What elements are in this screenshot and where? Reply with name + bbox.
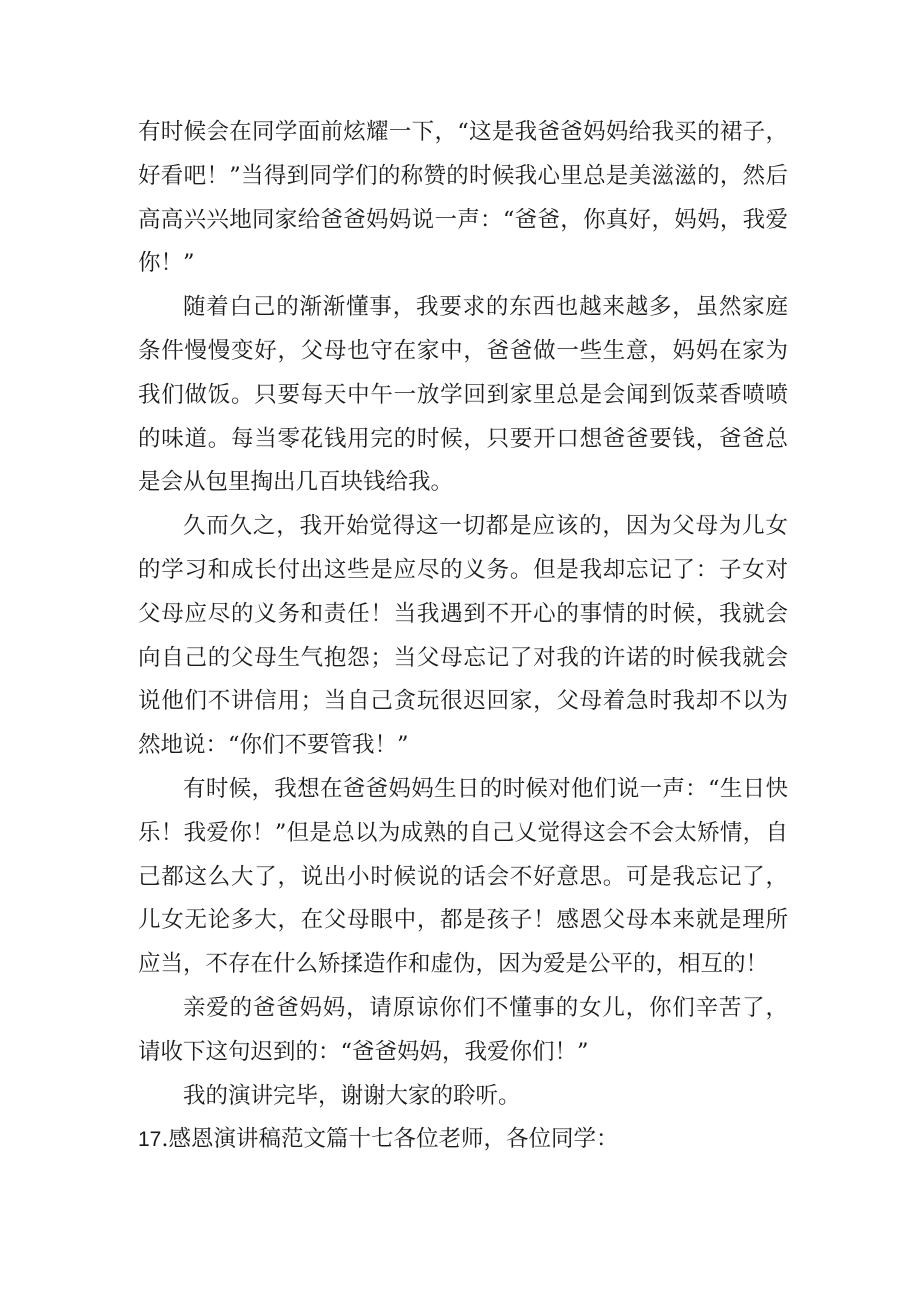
section-heading: [138, 1118, 788, 1162]
paragraph-2: 随着白己的渐渐懂事，我要求的东西也越来越多，虽然家庭条件慢慢变好，父母也守在家中，爸爸做一些生意，妈妈在家为我们做饭。只要每天中午一放学回到家里总是会闻到饭菜香喷喷的味道。每当零花钱用完的时候，只要开口想爸爸要钱，爸爸总是会从包里掏出几百块钱给我。: [138, 294, 788, 496]
paragraph-4: 有时候，我想在爸爸妈妈生日的时候对他们说一声：“生日快乐！我爱你！”但是总以为成熟的自己乂觉得这会不会太矫情，自己都这么大了，说出小时候说的话会不好意思。可是我忘记了，儿女无论多大，在父母眼中，都是孩子！感恩父母本来就是理所应当，不存在什么矫揉造作和虚伪，因为爱是公平的，相互的！: [138, 775, 788, 978]
paragraph-6: 我的演讲完毕，谢谢大家的聆听。: [183, 1082, 521, 1109]
paragraph-5: 亲爱的爸爸妈妈，请原谅你们不懂事的女儿，你们辛苦了，请收下这句迟到的：“爸爸妈妈，我爱你们！”: [138, 994, 788, 1065]
document-page: [138, 111, 788, 1162]
paragraph-1: 有时候会在同学面前炫耀一下，“这是我爸爸妈妈给我买的裙子，好看吧！”当得到同学们的称赞的时候我心里总是美滋滋的，然后高高兴兴地同家给爸爸妈妈说一声：“爸爸，你真好，妈妈，我爱你！”: [138, 119, 788, 277]
paragraph-3: 久而久之，我开始觉得这一切都是应该的，因为父母为儿女的学习和成长付出这些是应尽的义务。但是我却忘记了：子女对父母应尽的义务和责任！当我遇到不开心的事情的时候，我就会向自己的父母生气抱怨；当父母忘记了对我的许诺的时候我就会说他们不讲信用；当自己贪玩很迟回家，父母着急时我却不以为然地说：“你们不要管我！”: [138, 513, 788, 759]
section-number: 17: [138, 1128, 162, 1152]
section-title: .感恩演讲稿范文篇十七各位老师，各位同学：: [161, 1126, 619, 1153]
